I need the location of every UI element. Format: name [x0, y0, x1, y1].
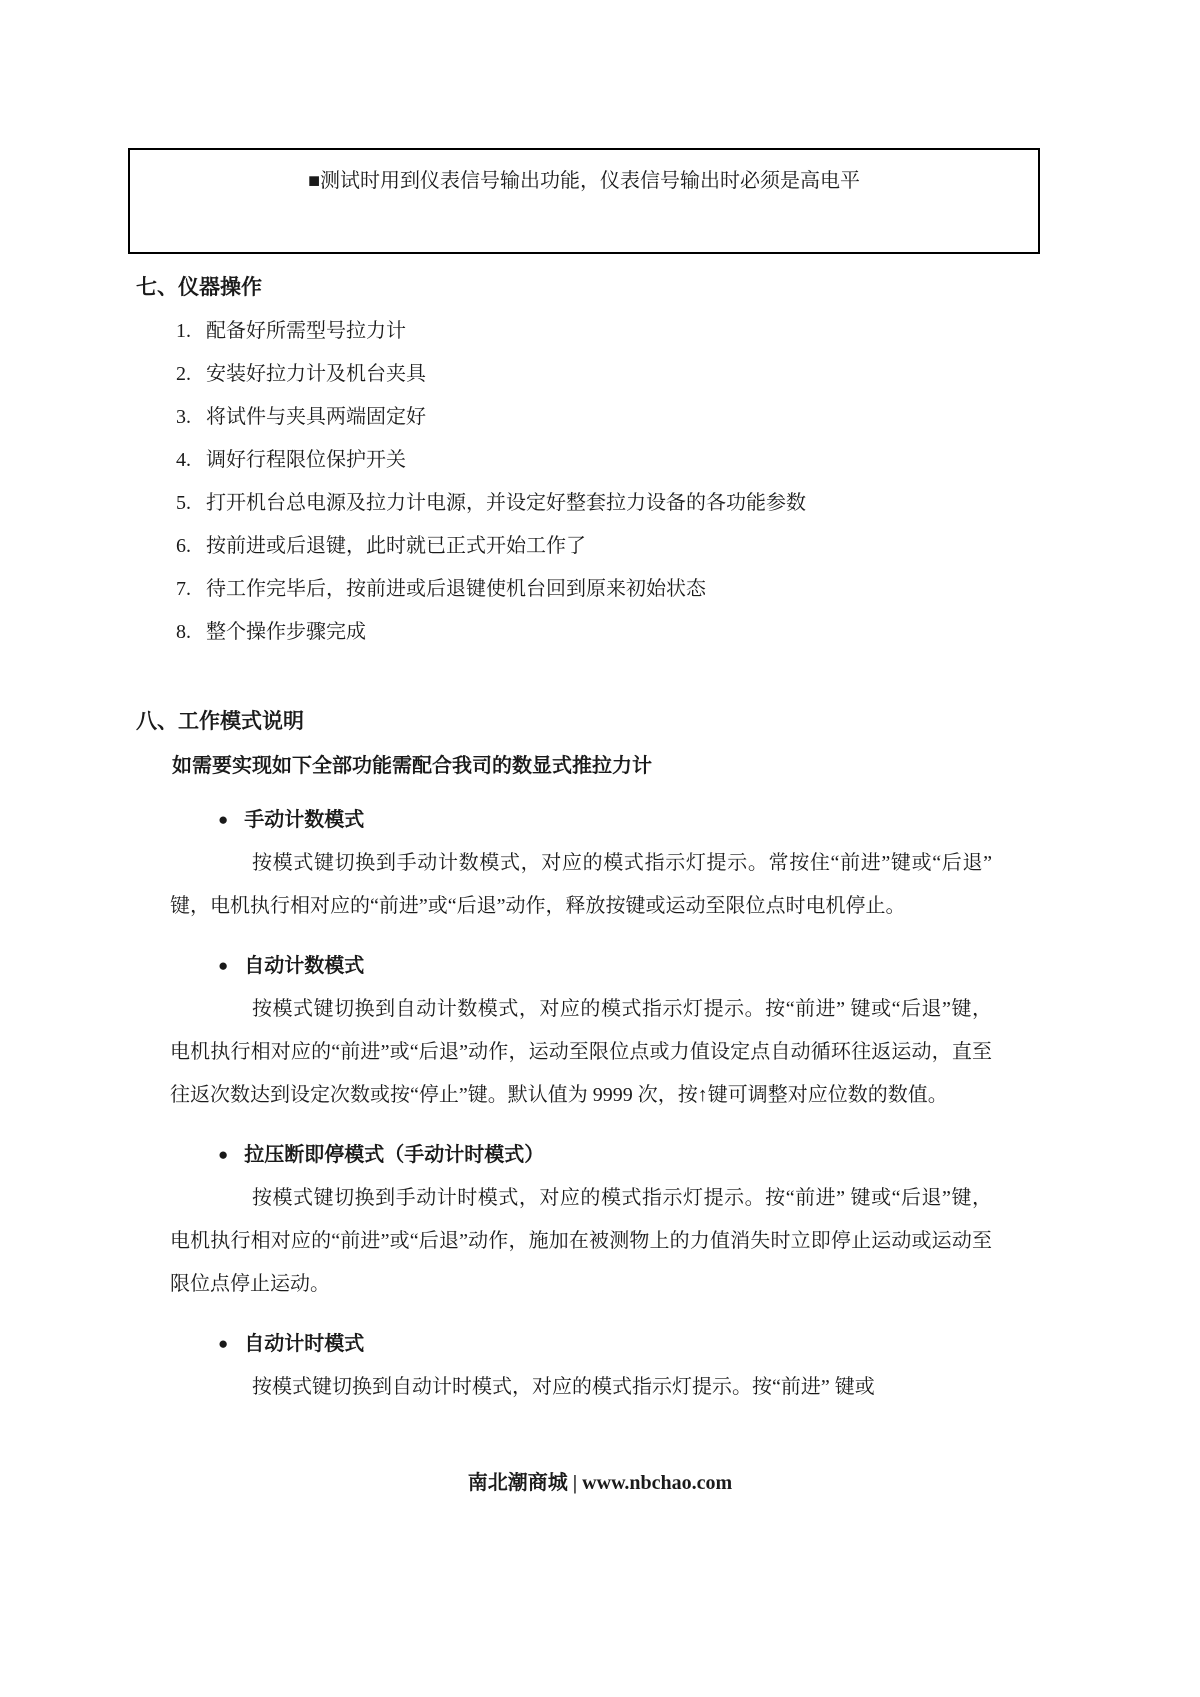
mode-block-break-stop [0, 1137, 1200, 1306]
mode-block-manual-count [0, 802, 1200, 928]
mode-heading [218, 948, 1200, 984]
step-number: 6. [176, 535, 191, 557]
mode-title: 自动计数模式 [244, 955, 365, 977]
mode-block-auto-count [0, 948, 1200, 1117]
notice-text: ■测试时用到仪表信号输出功能，仪表信号输出时必须是高电平 [307, 170, 861, 192]
notice-box [128, 148, 1040, 254]
section-8-heading: 八、工作模式说明 [136, 709, 304, 733]
mode-heading [218, 1326, 1200, 1362]
step-number: 3. [176, 406, 191, 428]
step-number: 8. [176, 621, 191, 643]
step-number: 2. [176, 363, 191, 385]
mode-heading [218, 802, 1200, 838]
step-item [176, 525, 1200, 568]
step-item [176, 310, 1200, 353]
step-text: 待工作完毕后，按前进或后退键使机台回到原来初始状态 [206, 578, 706, 600]
step-item [176, 611, 1200, 654]
bullet-icon: ● [218, 1145, 229, 1164]
page-footer: 南北潮商城 | www.nbchao.com [467, 1472, 733, 1494]
bullet-icon: ● [218, 810, 229, 829]
mode-heading [218, 1137, 1200, 1173]
step-text: 配备好所需型号拉力计 [206, 320, 406, 342]
step-text: 将试件与夹具两端固定好 [206, 406, 426, 428]
bullet-icon: ● [218, 956, 229, 975]
mode-block-auto-timer [0, 1326, 1200, 1409]
step-text: 打开机台总电源及拉力计电源，并设定好整套拉力设备的各功能参数 [206, 492, 806, 514]
mode-description: 按模式键切换到自动计时模式，对应的模式指示灯提示。按“前进” 键或 [252, 1376, 875, 1398]
step-number: 7. [176, 578, 191, 600]
step-item [176, 439, 1200, 482]
mode-title: 手动计数模式 [244, 809, 365, 831]
step-item [176, 396, 1200, 439]
work-modes-subtitle: 如需要实现如下全部功能需配合我司的数显式推拉力计 [172, 755, 652, 777]
section-7-heading: 七、仪器操作 [136, 275, 262, 299]
step-text: 整个操作步骤完成 [206, 621, 366, 643]
step-text: 调好行程限位保护开关 [206, 449, 406, 471]
mode-description: 按模式键切换到手动计数模式，对应的模式指示灯提示。常按住“前进”键或“后退” 键，电机执行相对应的“前进”或“后退”动作，释放按键或运动至限位点时电机停止。 [170, 852, 992, 917]
mode-description: 按模式键切换到手动计时模式，对应的模式指示灯提示。按“前进” 键或“后退”键，电机执行相对应的“前进”或“后退”动作，施加在被测物上的力值消失时立即停止运动或运动至限位点停止运动。 [170, 1187, 992, 1295]
operation-steps-list [176, 310, 1200, 654]
mode-title: 拉压断即停模式（手动计时模式） [244, 1144, 545, 1166]
step-text: 安装好拉力计及机台夹具 [206, 363, 426, 385]
step-text: 按前进或后退键，此时就已正式开始工作了 [206, 535, 586, 557]
bullet-icon: ● [218, 1334, 229, 1353]
step-item [176, 482, 1200, 525]
step-item [176, 353, 1200, 396]
step-number: 1. [176, 320, 191, 342]
mode-title: 自动计时模式 [244, 1333, 365, 1355]
step-number: 4. [176, 449, 191, 471]
step-number: 5. [176, 492, 191, 514]
mode-description: 按模式键切换到自动计数模式，对应的模式指示灯提示。按“前进” 键或“后退”键，电机执行相对应的“前进”或“后退”动作，运动至限位点或力值设定点自动循环往返运动，直至往返次数达到设定次数或按“停止”键。默认值为 9999 次，按↑键可调整对应位数的数值。 [170, 998, 992, 1106]
step-item [176, 568, 1200, 611]
